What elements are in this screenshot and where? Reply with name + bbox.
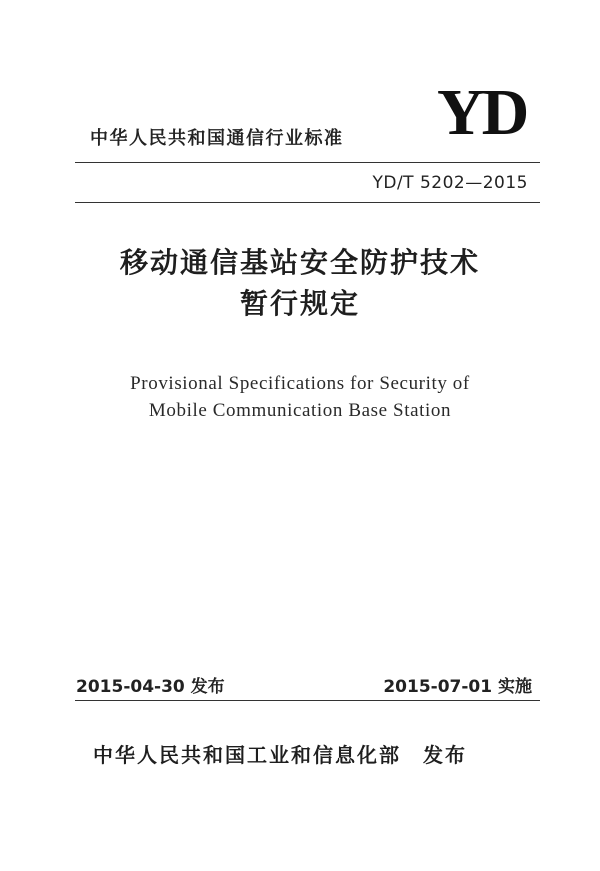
chinese-title-line-1: 移动通信基站安全防护技术 [119, 246, 480, 279]
issue-date: 2015-04-30 发布 [76, 677, 225, 697]
chinese-title-line-2: 暂行规定 [239, 287, 360, 320]
header-rule [75, 162, 540, 163]
english-title-line-1: Provisional Specifications for Security of [130, 373, 470, 394]
publisher-name: 中华人民共和国工业和信息化部 [93, 743, 401, 767]
footer-rule [75, 700, 540, 701]
publisher-action: 发布 [423, 743, 467, 767]
number-rule [75, 202, 540, 203]
english-title-line-2: Mobile Communication Base Station [148, 400, 452, 421]
implementation-date: 2015-07-01 实施 [383, 677, 532, 697]
yd-logo: YD [437, 76, 527, 149]
publisher-line [93, 742, 467, 768]
standard-type-label: 中华人民共和国通信行业标准 [90, 128, 344, 149]
standard-number: YD/T 5202—2015 [372, 173, 528, 193]
